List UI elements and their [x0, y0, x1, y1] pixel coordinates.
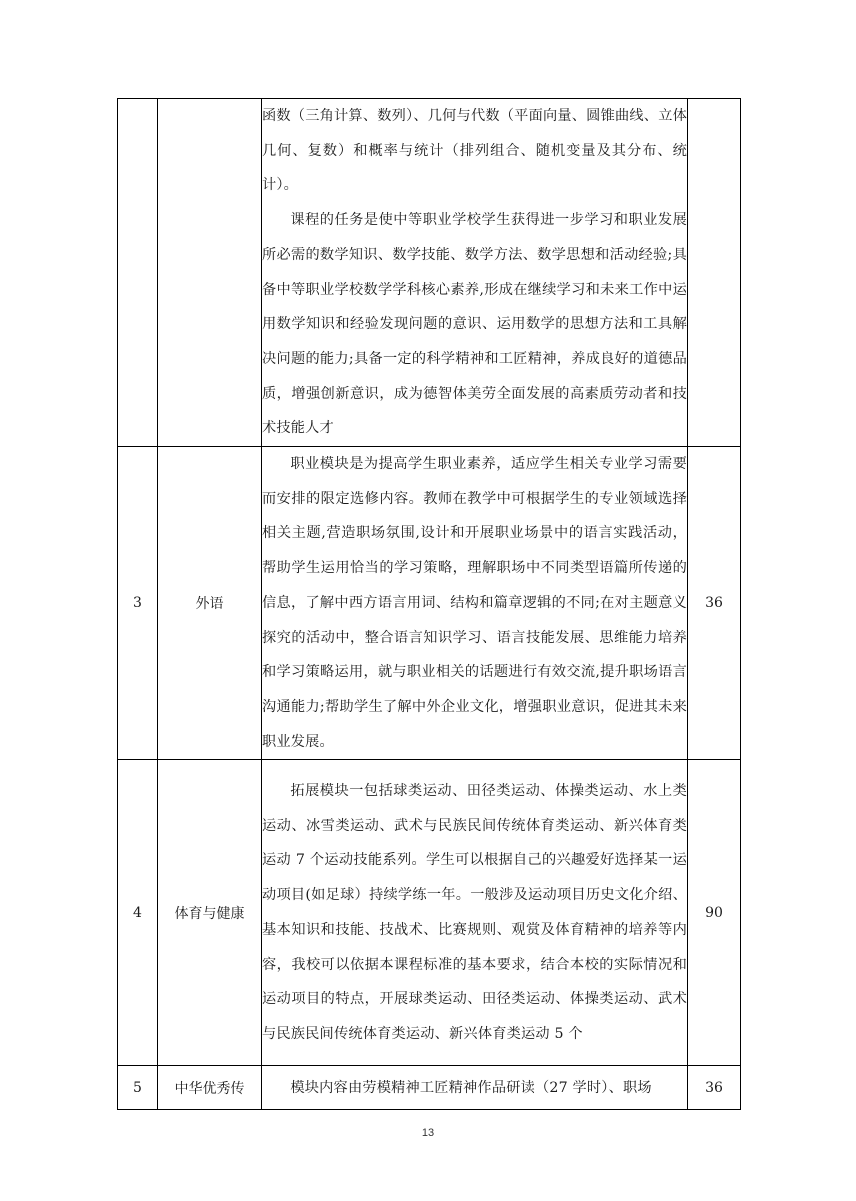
course-name — [158, 99, 262, 447]
course-hours: 90 — [688, 760, 741, 1066]
table-row — [118, 1066, 741, 1110]
table-row — [118, 447, 741, 760]
course-table — [117, 98, 741, 1110]
table-row — [118, 99, 741, 447]
description-paragraph: 模块内容由劳模精神工匠精神作品研读（27 学时）、职场 — [290, 1079, 652, 1096]
course-description — [262, 447, 688, 760]
course-description — [262, 1066, 688, 1110]
description-paragraph: 拓展模块一包括球类运动、田径类运动、体操类运动、水上类运动、冰雪类运动、武术与民族民间传统体育类运动、新兴体育类运动 7 个运动技能系列。学生可以根据自己的兴趣爱好选择某一运动项目(如足球）持续学练一年。一般涉及运动项目历史文化介绍、基本知识和技能、技战术、比赛规则、观赏及体育精神的培养等内容，我校可以依据本课程标准的基本要求，结合本校的实际情况和运动项目的特点，开展球类运动、田径类运动、体操类运动、武术与民族民间传统体育类运动、新兴体育类运动 5 个 — [262, 783, 687, 1042]
course-description — [262, 760, 688, 1066]
row-number: 5 — [118, 1066, 158, 1110]
course-name: 中华优秀传 — [158, 1066, 262, 1110]
course-hours: 36 — [688, 447, 741, 760]
page-number: 13 — [421, 1127, 435, 1139]
course-hours — [688, 99, 741, 447]
row-number: 4 — [118, 760, 158, 1066]
row-number: 3 — [118, 447, 158, 760]
description-paragraph: 函数（三角计算、数列）、几何与代数（平面向量、圆锥曲线、立体几何、复数）和概率与统计（排列组合、随机变量及其分布、统计）。 — [262, 108, 687, 194]
row-number — [118, 99, 158, 447]
course-name: 外语 — [158, 447, 262, 760]
table-row — [118, 760, 741, 1066]
course-name: 体育与健康 — [158, 760, 262, 1066]
course-hours: 36 — [688, 1066, 741, 1110]
description-paragraph: 课程的任务是使中等职业学校学生获得进一步学习和职业发展所必需的数学知识、数学技能、数学方法、数学思想和活动经验;具备中等职业学校数学学科核心素养,形成在继续学习和未来工作中运用数学知识和经验发现问题的意识、运用数学的思想方法和工具解决问题的能力;具备一定的科学精神和工匠精神，养成良好的道德品质，增强创新意识，成为德智体美劳全面发展的高素质劳动者和技术技能人才 — [262, 212, 687, 437]
course-description — [262, 99, 688, 447]
description-paragraph: 职业模块是为提高学生职业素养，适应学生相关专业学习需要而安排的限定选修内容。教师在教学中可根据学生的专业领域选择相关主题,营造职场氛围,设计和开展职业场景中的语言实践活动，帮助学生运用恰当的学习策略，理解职场中不同类型语篇所传递的信息，了解中西方语言用词、结构和篇章逻辑的不同;在对主题意义探究的活动中，整合语言知识学习、语言技能发展、思维能力培养和学习策略运用，就与职业相关的话题进行有效交流,提升职场语言沟通能力;帮助学生了解中外企业文化，增强职业意识，促进其未来职业发展。 — [262, 456, 687, 750]
